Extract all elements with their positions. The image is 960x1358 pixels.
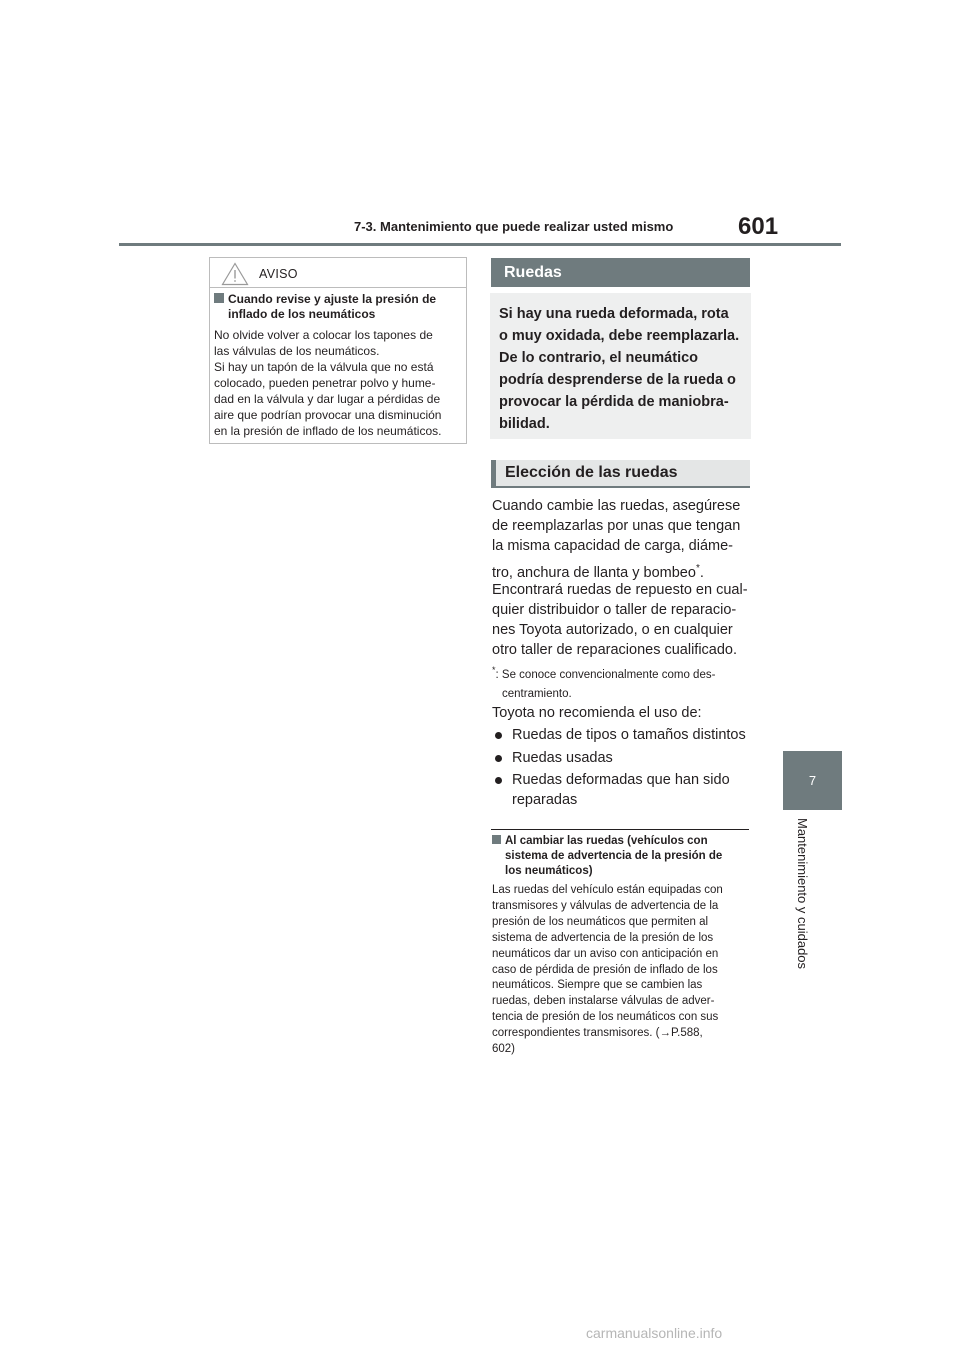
- paragraph-not-recommended: Toyota no recomienda el uso de:: [492, 705, 702, 721]
- watermark: carmanualsonline.info: [586, 1325, 723, 1341]
- page-number: 601: [738, 213, 779, 240]
- list-item: Ruedas de tipos o tamaños distintos: [492, 725, 754, 745]
- bullet-icon: [495, 755, 502, 762]
- bullet-icon: [495, 777, 502, 784]
- note-text: Las ruedas del vehículo están equipadas con transmisores y válvulas de advertencia de la presión de los neumáticos que permiten al sistema de advertencia de la presión de los neumáticos dar un aviso con anticipación en caso de pérdida de presión de inflado de los neumáticos. Siempre que se cambien las ruedas, deben instalarse válvulas de adver- tencia de presión de los neumáticos con sus correspondientes transmisores. (→P.588, 602): [492, 884, 723, 1056]
- header-rule: [119, 243, 841, 246]
- note-rule: [491, 829, 749, 830]
- warning-separator: [209, 287, 467, 288]
- chapter-label: Mantenimiento y cuidados: [795, 818, 810, 970]
- list-item: Ruedas usadas: [492, 748, 754, 768]
- ruedas-heading: Ruedas: [491, 258, 750, 287]
- footnote-reference: *: [695, 563, 700, 574]
- not-recommended-list: [492, 725, 754, 813]
- warning-header: [221, 262, 298, 286]
- list-item: Ruedas deformadas que han sido reparadas: [492, 770, 732, 810]
- warning-subtitle: Cuando revise y ajuste la presión de inflado de los neumáticos: [214, 292, 462, 322]
- callout-text: Si hay una rueda deformada, rota o muy oxidada, debe reemplazarla. De lo contrario, el neumático podría desprenderse de la rueda o provocar la pérdida de maniobra- bilidad.: [499, 306, 740, 432]
- note-subtitle: Al cambiar las ruedas (vehículos con sistema de advertencia de la presión de los neumáticos): [492, 834, 752, 879]
- footnote: *: Se conoce convencionalmente como des- centramiento.: [492, 665, 716, 700]
- square-bullet-icon: [214, 293, 224, 303]
- paragraph-capacity: Cuando cambie las ruedas, asegúrese de reemplazarlas por unas que tengan la misma capacidad de carga, diáme- tro, anchura de llanta y bombeo*.: [492, 498, 741, 581]
- section-title: 7-3. Mantenimiento que puede realizar usted mismo: [354, 219, 674, 234]
- square-bullet-icon: [492, 835, 501, 844]
- chapter-tab: 7: [783, 751, 842, 810]
- warning-title: AVISO: [259, 267, 298, 281]
- warning-triangle-icon: [221, 262, 249, 286]
- paragraph-dealers: Encontrará ruedas de repuesto en cual- quier distribuidor o taller de reparacio- nes Toyota autorizado, o en cualquier otro taller de reparaciones cualificado.: [492, 582, 748, 658]
- eleccion-heading: Elección de las ruedas: [491, 460, 750, 488]
- warning-text: No olvide volver a colocar los tapones de las válvulas de los neumáticos. Si hay un tapón de la válvula que no está colocado, pueden penetrar polvo y hume- dad en la válvula y dar lugar a pérdidas de aire que podrían provocar una disminución en la presión de inflado de los neumáticos.: [214, 328, 442, 438]
- bullet-icon: [495, 732, 502, 739]
